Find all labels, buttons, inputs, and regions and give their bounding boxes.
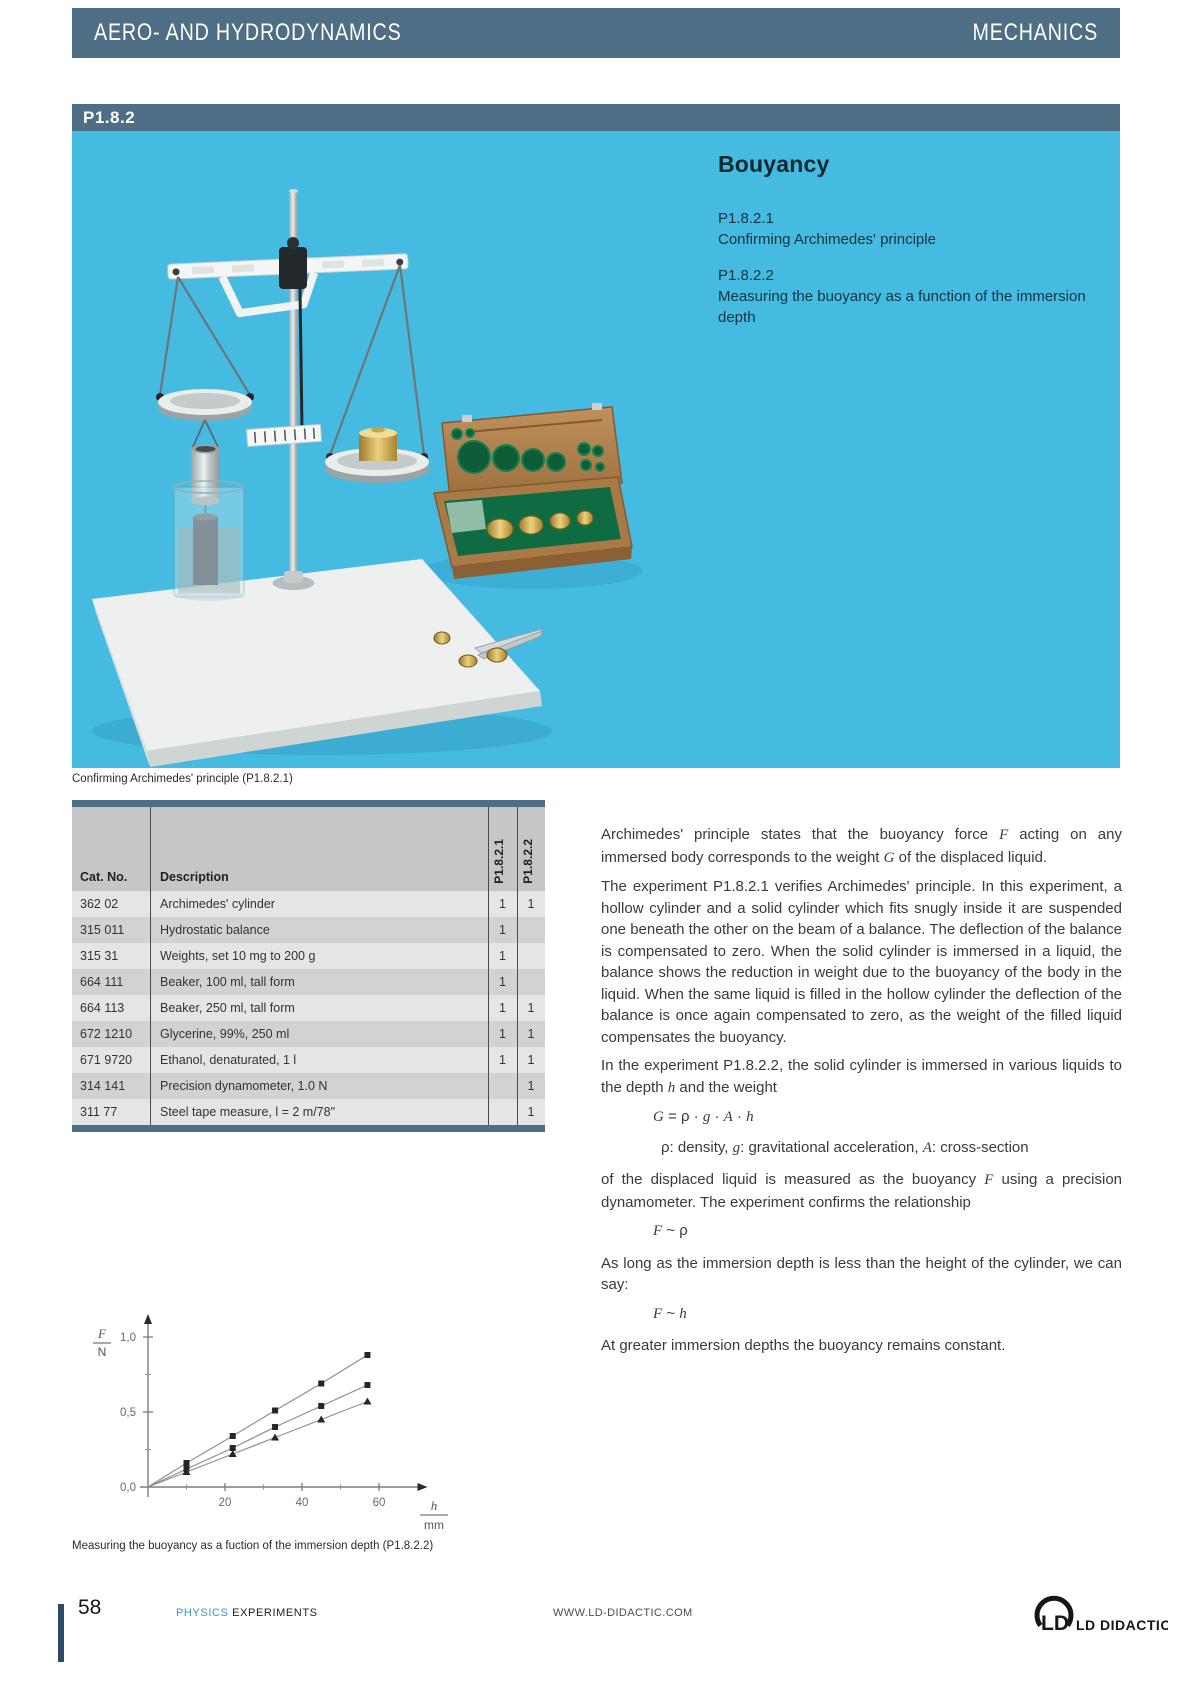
- body-paragraph: The experiment P1.8.2.1 verifies Archimedes' principle. In this experiment, a hollow cylinder and a solid cylinder which fits snugly inside it are suspended one beneath the other on the beam of a balance. The deflection of the balance is compensated to zero. When the solid cylinder is immersed in a liquid, the balance shows the reduction in weight due to the buoyancy of the body in the liquid. When the same liquid is filled in the hollow cylinder the deflection of the balance is once again compensated to zero, as the weight of the filled liquid compensates the buoyancy.: [601, 878, 1122, 1046]
- left-pan: [158, 389, 252, 421]
- table-cell-desc: Ethanol, denaturated, 1 l: [160, 1053, 297, 1067]
- table-cell-cat: 362 02: [80, 897, 119, 911]
- table-row: [72, 1021, 545, 1047]
- svg-text:mm: mm: [424, 1518, 444, 1532]
- table-top-bar: [72, 800, 545, 807]
- table-cell-c2: 1: [527, 1001, 535, 1015]
- footer-brand-physics: PHYSICS: [176, 1607, 229, 1619]
- pointer-scale: [247, 424, 322, 446]
- svg-text:20: 20: [218, 1497, 232, 1509]
- table-header-row: [72, 807, 545, 891]
- chart-caption: Measuring the buoyancy as a fuction of the immersion depth (P1.8.2.2): [72, 1540, 434, 1552]
- formula-line: G = ρ · g · A · h: [653, 1108, 754, 1125]
- table-cell-c1: [488, 1099, 517, 1125]
- body-paragraph: Archimedes' principle states that the buoyancy force F acting on any immersed body corresponds to the weight G of the displaced liquid.: [601, 826, 1122, 866]
- formula-line: ρ: density, g: gravitational acceleration, A: cross-section: [661, 1138, 1029, 1156]
- table-cell-c1: 1: [499, 949, 506, 963]
- table-cell-desc: Archimedes' cylinder: [160, 897, 275, 911]
- buoyancy-chart: [72, 1292, 462, 1542]
- table-cell-desc: Hydrostatic balance: [160, 923, 270, 937]
- svg-text:LD: LD: [1041, 1612, 1069, 1635]
- table-cell-c1: 1: [499, 1027, 506, 1041]
- table-cell-desc: Weights, set 10 mg to 200 g: [160, 949, 316, 963]
- table-cell-cat: 664 111: [80, 975, 124, 989]
- footer-url: WWW.LD-DIDACTIC.COM: [553, 1607, 693, 1619]
- table-row: [72, 1047, 545, 1073]
- table-divider: [150, 807, 151, 1125]
- description-text: [601, 824, 1122, 1364]
- table-row: [72, 891, 545, 917]
- svg-text:0,5: 0,5: [120, 1407, 136, 1419]
- experiment-code: P1.8.2.2: [718, 267, 774, 284]
- table-cell-c2: [517, 917, 545, 943]
- svg-text:N: N: [97, 1345, 107, 1359]
- page-number: 58: [78, 1596, 102, 1619]
- table-cell-cat: 315 011: [80, 923, 125, 937]
- left-hanger: [156, 277, 254, 401]
- table-cell-desc: Beaker, 100 ml, tall form: [160, 975, 295, 989]
- svg-text:h: h: [430, 1498, 438, 1513]
- table-row: [72, 1073, 545, 1099]
- experiment-intro: [718, 151, 1088, 343]
- beaker: [174, 481, 244, 601]
- svg-text:LD DIDACTIC: LD DIDACTIC: [1076, 1617, 1168, 1633]
- header-right-title: MECHANICS: [972, 19, 1098, 46]
- table-cell-c2: [517, 969, 545, 995]
- table-bottom-bar: [72, 1125, 545, 1132]
- table-cell-c2: 1: [527, 1105, 535, 1119]
- right-pan: [325, 428, 429, 484]
- table-row: [72, 943, 545, 969]
- equipment-table: [72, 800, 545, 1132]
- table-cell-c1: 1: [499, 975, 506, 989]
- table-cell-c2: 1: [527, 1053, 535, 1067]
- table-row: [72, 995, 545, 1021]
- col-header-p1822: P1.8.2.2: [521, 839, 535, 884]
- table-cell-desc: Beaker, 250 ml, tall form: [160, 1001, 295, 1015]
- table-cell-cat: 315 31: [80, 949, 119, 963]
- col-header-cat-no: Cat. No.: [80, 870, 128, 884]
- table-cell-desc: Glycerine, 99%, 250 ml: [160, 1027, 290, 1041]
- experiment-photo: [72, 131, 1120, 768]
- table-cell-c1: 1: [499, 1001, 506, 1015]
- table-cell-desc: Steel tape measure, l = 2 m/78": [160, 1105, 336, 1119]
- section-code: P1.8.2: [83, 108, 136, 127]
- experiment-desc: Confirming Archimedes' principle: [718, 231, 936, 248]
- body-paragraph: As long as the immersion depth is less than the height of the cylinder, we can say:: [601, 1254, 1122, 1293]
- table-cell-cat: 672 1210: [80, 1027, 133, 1041]
- table-row: [72, 969, 545, 995]
- table-cell-cat: 311 77: [80, 1105, 118, 1119]
- experiment-title: Bouyancy: [718, 151, 830, 177]
- table-cell-c2: 1: [527, 1027, 535, 1041]
- table-cell-c2: 1: [527, 1079, 535, 1093]
- table-body: [72, 891, 545, 1125]
- header-left-title: AERO- AND HYDRODYNAMICS: [94, 19, 402, 46]
- svg-text:0,0: 0,0: [120, 1482, 136, 1494]
- footer-brand: [176, 1607, 318, 1619]
- svg-text:F: F: [98, 1326, 106, 1341]
- table-cell-cat: 671 9720: [80, 1053, 133, 1067]
- section-code-bar: [72, 104, 1120, 131]
- col-header-p1821: P1.8.2.1: [492, 839, 506, 884]
- experiment-item: [718, 265, 1088, 328]
- experiment-code: P1.8.2.1: [718, 210, 774, 227]
- table-cell-c1: 1: [499, 1053, 506, 1067]
- table-divider: [488, 807, 489, 1125]
- page-header-bar: [72, 8, 1120, 58]
- svg-text:40: 40: [295, 1497, 309, 1509]
- ld-didactic-logo: [1028, 1590, 1168, 1649]
- footer-brand-experiments: EXPERIMENTS: [232, 1607, 318, 1619]
- table-divider: [517, 807, 518, 1125]
- svg-text:60: 60: [372, 1497, 386, 1509]
- experiment-item: [718, 208, 1088, 250]
- svg-text:1,0: 1,0: [120, 1332, 136, 1344]
- table-cell-c2: 1: [527, 897, 535, 911]
- experiment-desc: Measuring the buoyancy as a function of the immersion depth: [718, 288, 1086, 326]
- table-row: [72, 917, 545, 943]
- table-cell-desc: Precision dynamometer, 1.0 N: [160, 1079, 328, 1093]
- table-cell-c2: [517, 943, 545, 969]
- table-cell-c1: 1: [499, 923, 506, 937]
- table-cell-c1: 1: [499, 897, 506, 911]
- footer-accent-bar: [58, 1604, 64, 1662]
- table-cell-c1: [488, 1073, 517, 1099]
- table-cell-cat: 664 113: [80, 1001, 125, 1015]
- weights-box: [434, 403, 632, 579]
- table-cell-cat: 314 141: [80, 1079, 126, 1093]
- ld-logo-icon: [1028, 1590, 1168, 1644]
- body-paragraph: of the displaced liquid is measured as the buoyancy F using a precision dynamometer. The experiment confirms the relationship: [601, 1171, 1122, 1211]
- body-paragraph: In the experiment P1.8.2.2, the solid cylinder is immersed in various liquids to the depth h and the weight: [601, 1057, 1122, 1096]
- body-paragraph: At greater immersion depths the buoyancy remains constant.: [601, 1337, 1006, 1354]
- table-row: [72, 1099, 545, 1125]
- formula-line: F ~ ρ: [653, 1222, 688, 1239]
- col-header-description: Description: [160, 870, 229, 884]
- formula-line: F ~ h: [653, 1304, 687, 1322]
- photo-caption: Confirming Archimedes' principle (P1.8.2.1): [72, 773, 293, 785]
